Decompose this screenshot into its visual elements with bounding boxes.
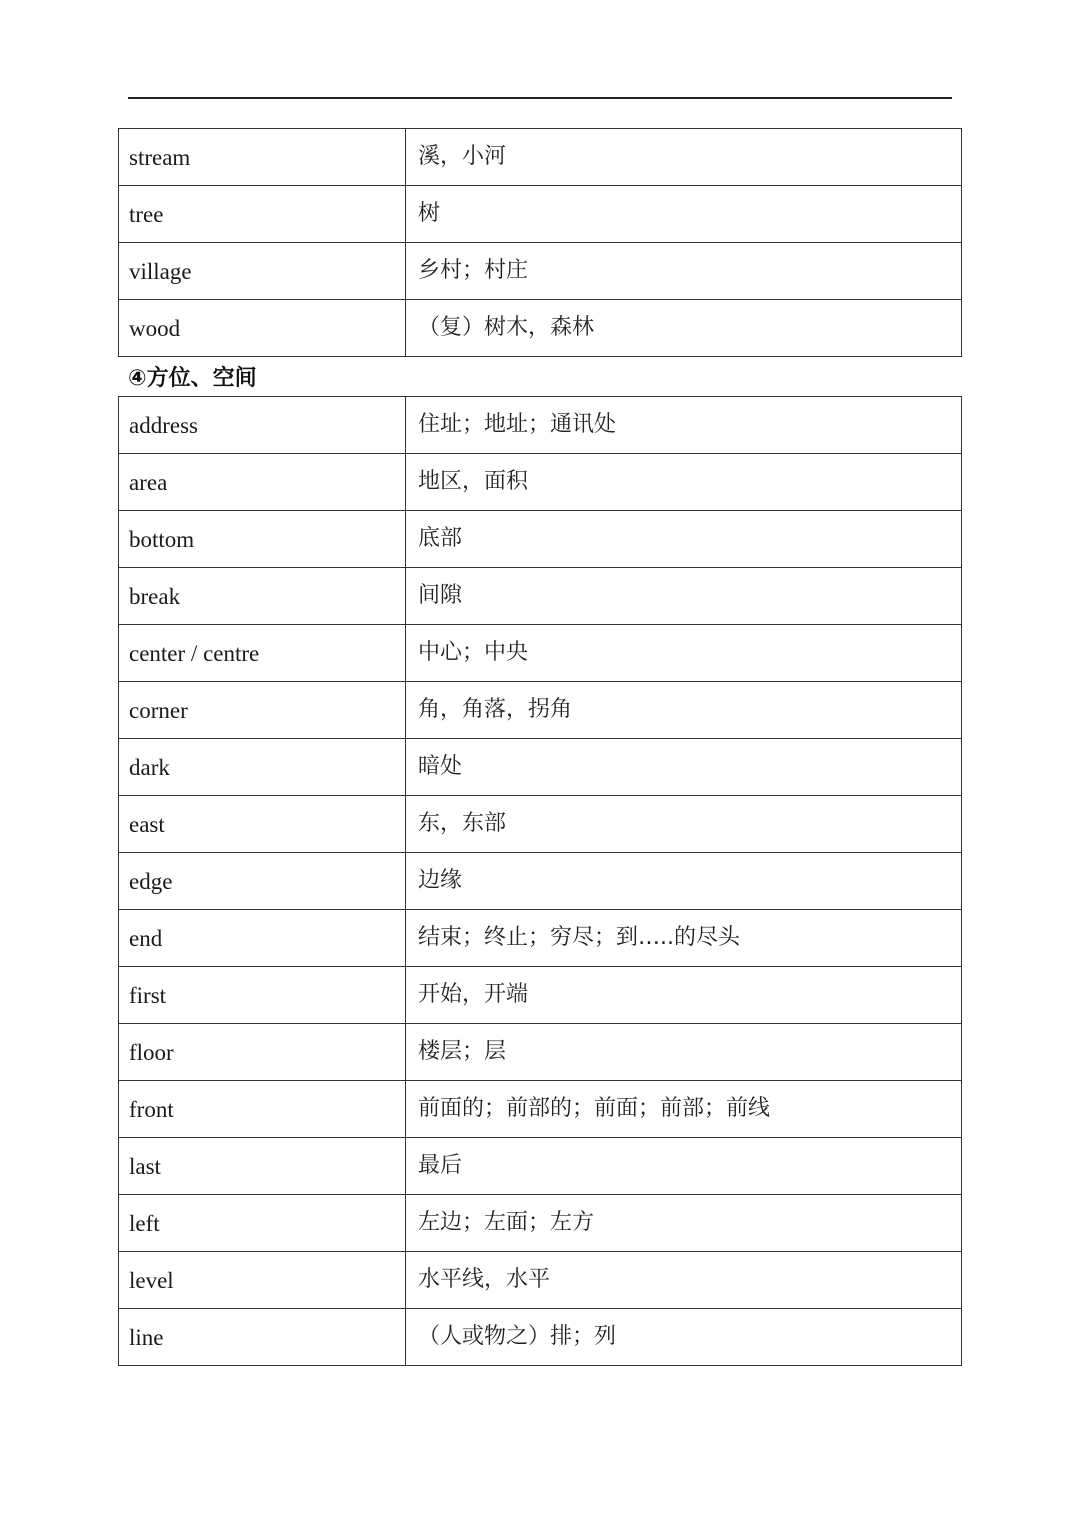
meaning-cell: 结束；终止；穷尽；到…..的尽头 [406,910,962,967]
table-row [119,568,962,625]
vocab-table-top [118,128,962,357]
section-heading: ④方位、空间 [128,366,257,391]
table-row [119,1309,962,1366]
word-cell: address [119,397,406,454]
meaning-cell: 水平线，水平 [406,1252,962,1309]
meaning-cell: 东，东部 [406,796,962,853]
table-row [119,300,962,357]
meaning-cell: 乡村；村庄 [406,243,962,300]
table-row [119,1252,962,1309]
meaning-cell: 楼层；层 [406,1024,962,1081]
meaning-cell: 溪，小河 [406,129,962,186]
word-cell: east [119,796,406,853]
table-row [119,129,962,186]
word-cell: last [119,1138,406,1195]
meaning-cell: 间隙 [406,568,962,625]
word-cell: edge [119,853,406,910]
meaning-cell: 左边；左面；左方 [406,1195,962,1252]
word-cell: village [119,243,406,300]
word-cell: tree [119,186,406,243]
vocab-table-top-body [119,129,962,357]
table-row [119,625,962,682]
word-cell: wood [119,300,406,357]
meaning-cell: 暗处 [406,739,962,796]
table-row [119,511,962,568]
header-rule [128,97,952,99]
meaning-cell: （复）树木，森林 [406,300,962,357]
meaning-cell: 树 [406,186,962,243]
word-cell: break [119,568,406,625]
table-row [119,397,962,454]
meaning-cell: 边缘 [406,853,962,910]
word-cell: stream [119,129,406,186]
word-cell: floor [119,1024,406,1081]
vocab-table-bottom [118,396,962,1366]
word-cell: end [119,910,406,967]
table-row [119,243,962,300]
table-row [119,682,962,739]
meaning-cell: 底部 [406,511,962,568]
table-row [119,1081,962,1138]
word-cell: level [119,1252,406,1309]
meaning-cell: 中心；中央 [406,625,962,682]
word-cell: area [119,454,406,511]
table-row [119,1024,962,1081]
meaning-cell: 地区，面积 [406,454,962,511]
word-cell: center / centre [119,625,406,682]
word-cell: corner [119,682,406,739]
table-row [119,796,962,853]
table-row [119,910,962,967]
meaning-cell: 角，角落，拐角 [406,682,962,739]
meaning-cell: （人或物之）排；列 [406,1309,962,1366]
word-cell: bottom [119,511,406,568]
table-row [119,454,962,511]
meaning-cell: 住址；地址；通讯处 [406,397,962,454]
word-cell: front [119,1081,406,1138]
table-row [119,853,962,910]
word-cell: first [119,967,406,1024]
table-row [119,739,962,796]
meaning-cell: 开始，开端 [406,967,962,1024]
table-row [119,186,962,243]
table-row [119,967,962,1024]
word-cell: dark [119,739,406,796]
table-row [119,1138,962,1195]
meaning-cell: 前面的；前部的；前面；前部；前线 [406,1081,962,1138]
table-row [119,1195,962,1252]
word-cell: line [119,1309,406,1366]
vocab-table-bottom-body [119,397,962,1366]
meaning-cell: 最后 [406,1138,962,1195]
word-cell: left [119,1195,406,1252]
